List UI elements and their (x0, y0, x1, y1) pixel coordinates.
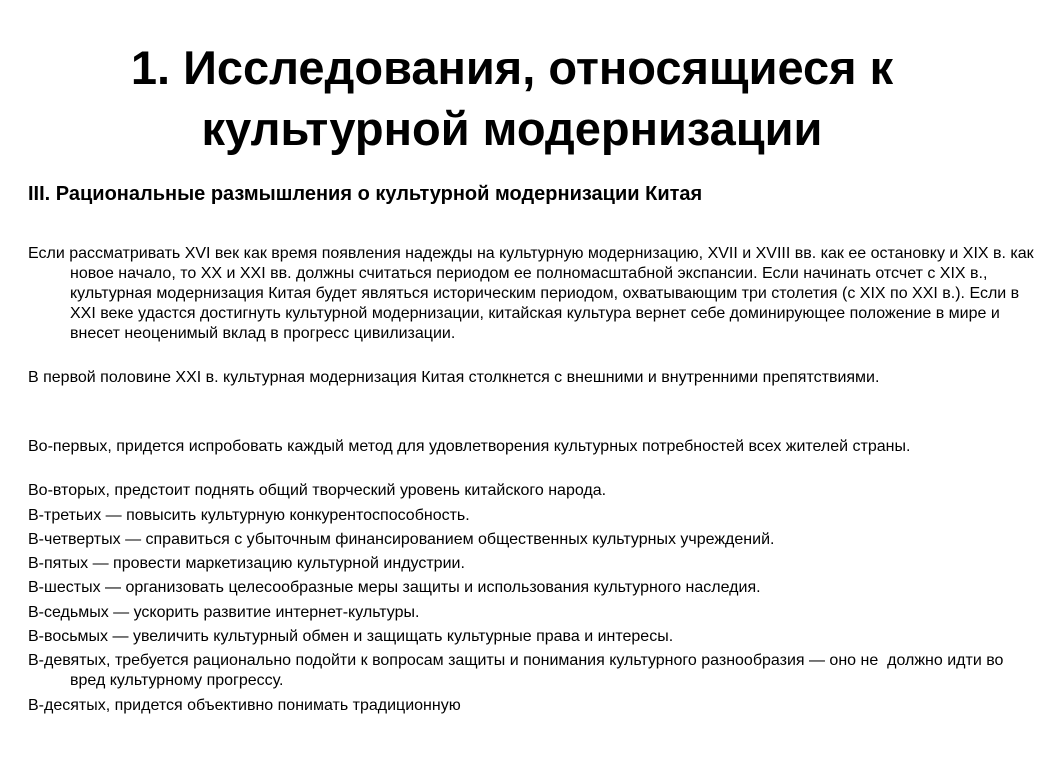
paragraph-point-9: В-девятых, требуется рационально подойти к вопросам защиты и понимания культурного разнообразия — оно не должно идти во вред культурному прогрессу. (28, 652, 1013, 689)
paragraph-point-7: В-седьмых — ускорить развитие интернет-культуры. (28, 604, 420, 621)
paragraph-point-6: В-шестых — организовать целесообразные меры защиты и использования культурного наследия. (28, 579, 761, 596)
paragraph-intro: Если рассматривать XVI век как время появления надежды на культурную модернизацию, XVII и XVIII вв. как ее остановку и XIX в. как новое начало, то XX и XXI вв. должны считаться периодом ее полномасштабной экспансии. Если начинать отсчет с XIX в., культурная модернизация Китая будет являться историческим периодом, охватывающим три столетия (с XIX по XXI в.). Если в XXI веке удастся достигнуть культурной модернизации, китайская культура вернет себе доминирующее положение в мире и внесет неоценимый вклад в прогресс цивилизации. (28, 245, 1038, 342)
section-subtitle: III. Рациональные размышления о культурной модернизации Китая (28, 183, 703, 205)
paragraph-point-10: В-десятых, придется объективно понимать традиционную (28, 697, 461, 714)
paragraph-point-4: В-четвертых — справиться с убыточным финансированием общественных культурных учреждений. (28, 531, 775, 548)
paragraph-point-3: В-третьих — повысить культурную конкурентоспособность. (28, 507, 470, 524)
slide-title-line-2: культурной модернизации (201, 102, 823, 155)
paragraph-point-5: В-пятых — провести маркетизацию культурной индустрии. (28, 555, 465, 572)
paragraph-point-2: Во-вторых, предстоит поднять общий творческий уровень китайского народа. (28, 482, 607, 499)
paragraph-obstacles: В первой половине XXI в. культурная модернизация Китая столкнется с внешними и внутренними препятствиями. (28, 369, 880, 386)
paragraph-point-1: Во-первых, придется испробовать каждый метод для удовлетворения культурных потребностей всех жителей страны. (28, 438, 911, 455)
paragraph-point-8: В-восьмых — увеличить культурный обмен и защищать культурные права и интересы. (28, 628, 674, 645)
slide-title (0, 37, 1024, 159)
slide-title-line-1: 1. Исследования, относящиеся к (130, 41, 894, 94)
